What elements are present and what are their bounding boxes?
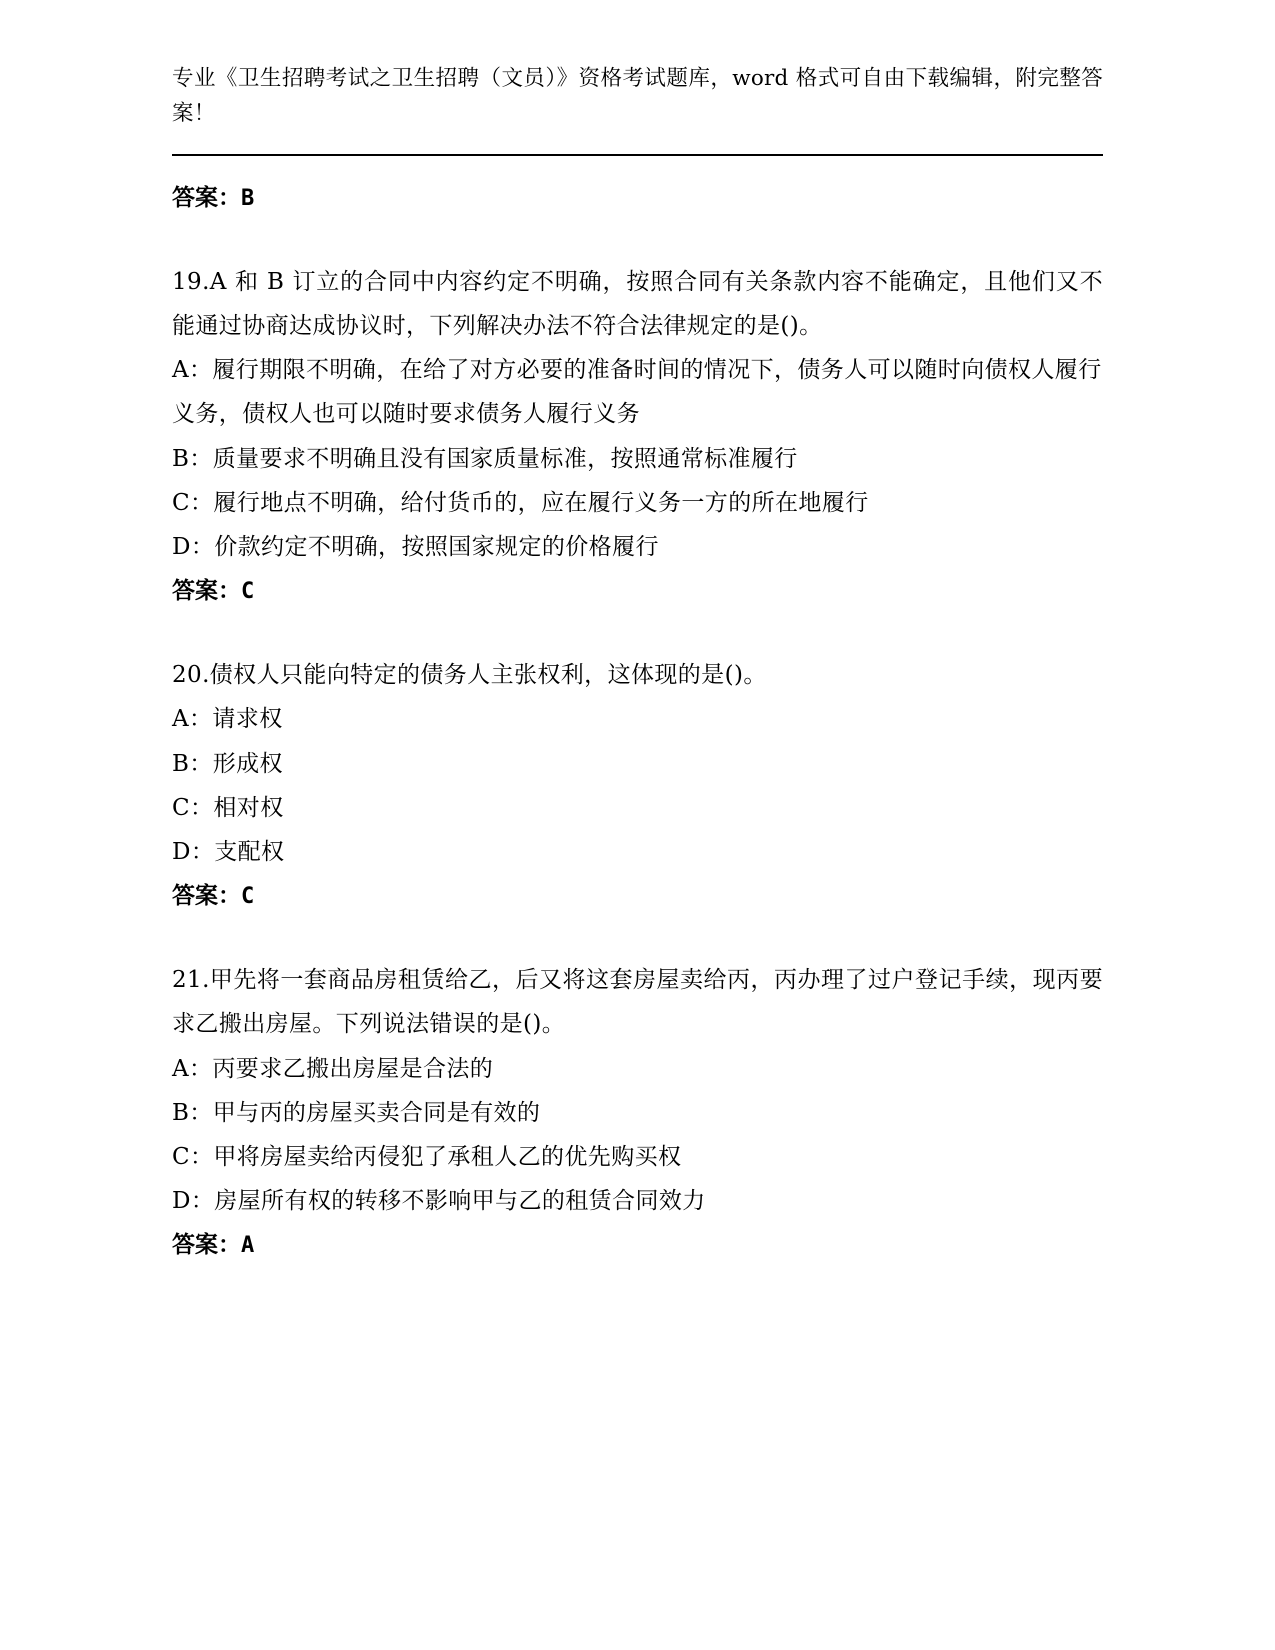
spacer <box>172 918 1103 958</box>
top-answer <box>172 176 1103 220</box>
answer-line <box>172 1223 1103 1267</box>
option-c: C：相对权 <box>172 794 284 821</box>
question-item <box>172 260 1103 613</box>
answer-label: 答案： <box>172 1231 241 1259</box>
option-a: A：丙要求乙搬出房屋是合法的 <box>172 1055 494 1082</box>
page-header: 专业《卫生招聘考试之卫生招聘（文员）》资格考试题库，word 格式可自由下载编辑，附完整答案！ <box>172 66 1103 126</box>
question-stem <box>172 653 1103 697</box>
question-text: 债权人只能向特定的债务人主张权利，这体现的是()。 <box>209 662 767 689</box>
question-text: A 和 B 订立的合同中内容约定不明确，按照合同有关条款内容不能确定，且他们又不能通过协商达成协议时，下列解决办法不符合法律规定的是()。 <box>172 268 1103 340</box>
option-c: C：履行地点不明确，给付货币的，应在履行义务一方的所在地履行 <box>172 489 869 516</box>
answer-line <box>172 874 1103 918</box>
question-number: 21. <box>172 967 210 994</box>
answer-label: 答案： <box>172 882 241 909</box>
top-answer-label: 答案： <box>172 183 241 211</box>
question-stem <box>172 958 1103 1046</box>
question-number: 19. <box>172 268 210 295</box>
option-b: B：形成权 <box>172 750 283 777</box>
option-a: A：履行期限不明确，在给了对方必要的准备时间的情况下，债务人可以随时向债权人履行义务，债权人也可以随时要求债务人履行义务 <box>172 357 1102 428</box>
question-stem <box>172 260 1103 348</box>
question-number: 20. <box>172 662 210 689</box>
option-c: C：甲将房屋卖给丙侵犯了承租人乙的优先购买权 <box>172 1143 682 1170</box>
question-text: 甲先将一套商品房租赁给乙，后又将这套房屋卖给丙，丙办理了过户登记手续，现丙要求乙搬出房屋。下列说法错误的是()。 <box>172 967 1103 1038</box>
option-d: D：支配权 <box>172 838 285 865</box>
option-b: B：质量要求不明确且没有国家质量标准，按照通常标准履行 <box>172 445 798 472</box>
header-divider <box>172 154 1103 156</box>
document-body <box>172 176 1103 1268</box>
question-item <box>172 653 1103 918</box>
spacer <box>172 613 1103 653</box>
spacer <box>172 220 1103 260</box>
answer-line <box>172 569 1103 613</box>
answer-value: C <box>241 578 255 604</box>
option-a: A：请求权 <box>172 706 283 733</box>
top-answer-value: B <box>241 185 255 211</box>
question-item <box>172 958 1103 1267</box>
option-b: B：甲与丙的房屋买卖合同是有效的 <box>172 1099 541 1126</box>
option-d: D：房屋所有权的转移不影响甲与乙的租赁合同效力 <box>172 1188 706 1215</box>
answer-label: 答案： <box>172 576 241 604</box>
option-d: D：价款约定不明确，按照国家规定的价格履行 <box>172 533 659 560</box>
answer-value: A <box>241 1233 255 1259</box>
answer-value: C <box>241 884 255 909</box>
